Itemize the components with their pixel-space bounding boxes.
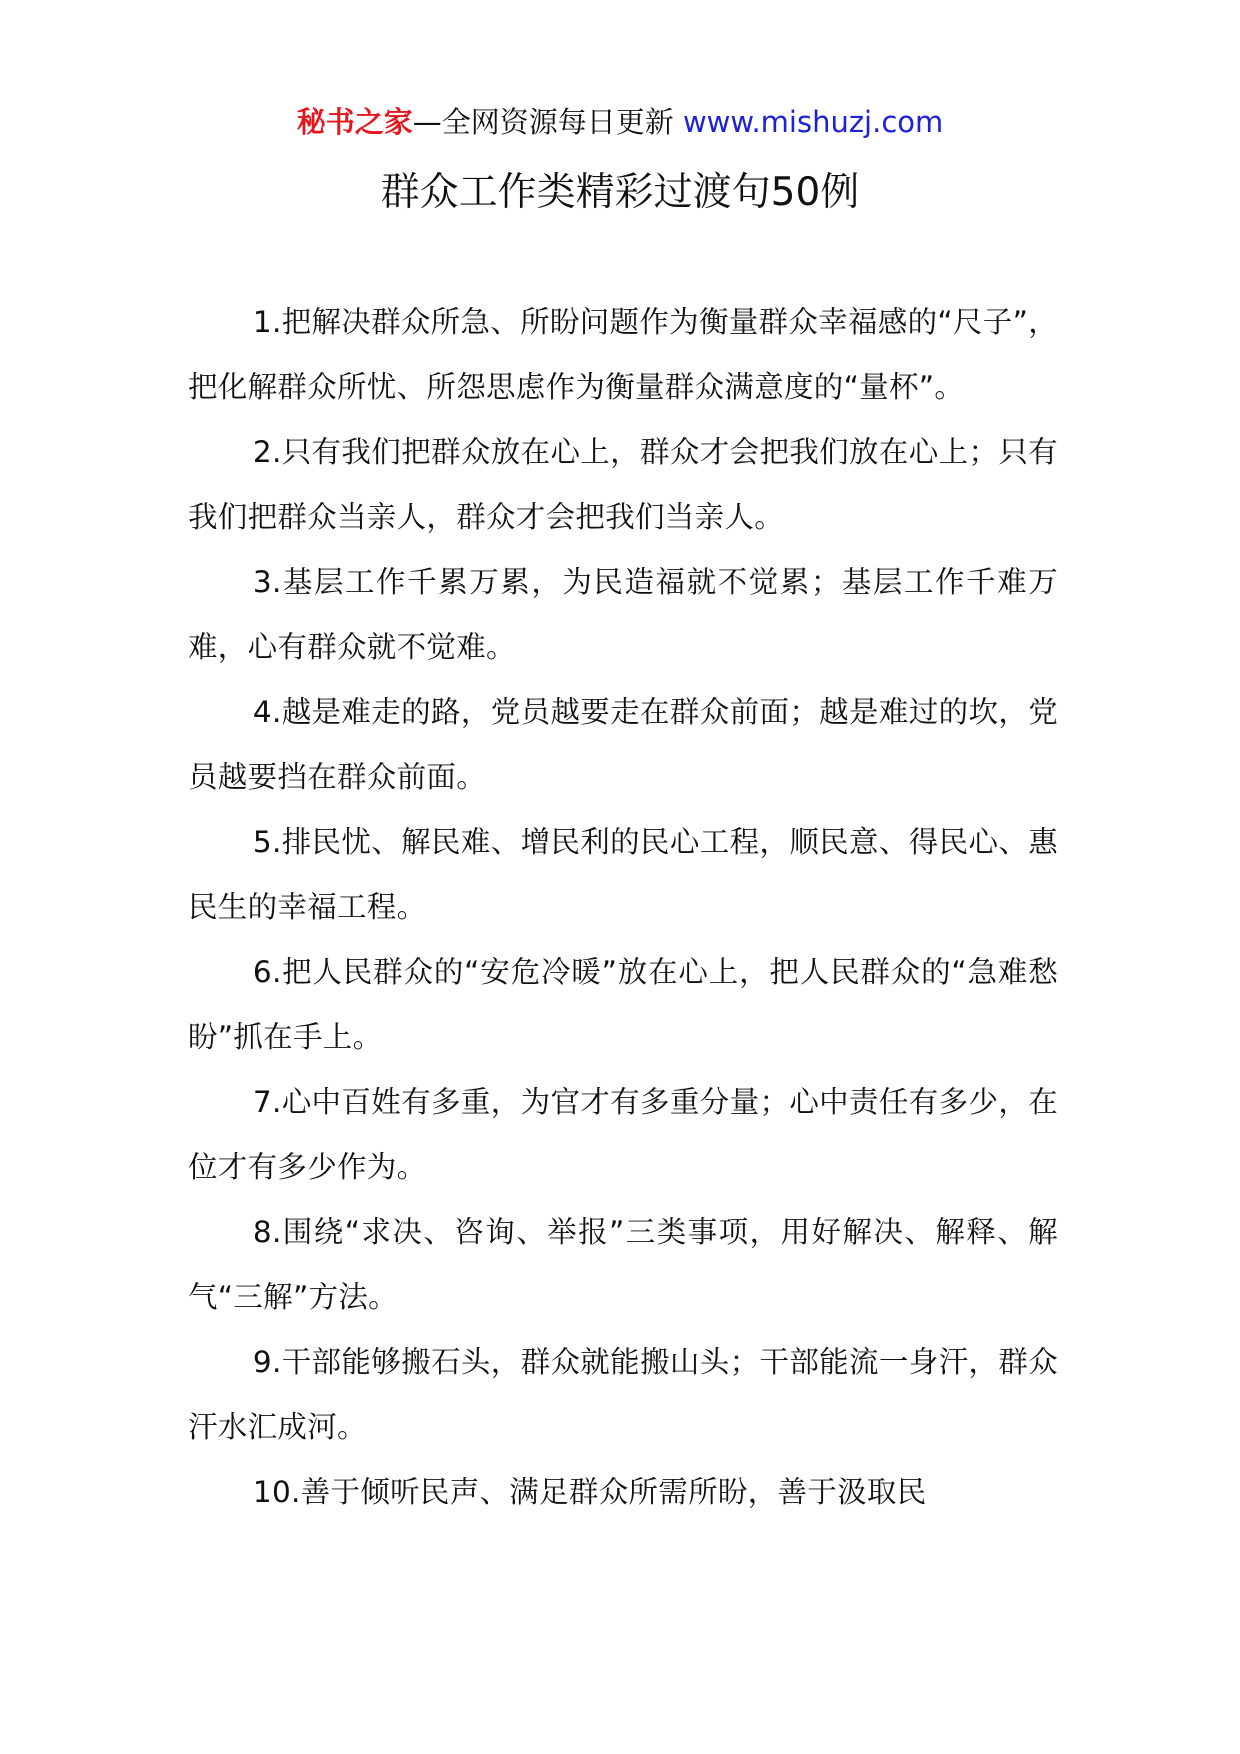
paragraph: 3.基层工作千累万累，为民造福就不觉累；基层工作千难万难，心有群众就不觉难。 <box>188 565 1058 664</box>
site-url-link[interactable]: www.mishuzj.com <box>682 105 944 139</box>
site-header <box>0 100 1240 144</box>
header-slogan: —全网资源每日更新 <box>412 105 674 139</box>
brand-name: 秘书之家 <box>296 105 413 139</box>
paragraph: 4.越是难走的路，党员越要走在群众前面；越是难过的坎，党员越要挡在群众前面。 <box>188 695 1058 794</box>
paragraph: 10.善于倾听民声、满足群众所需所盼，善于汲取民 <box>252 1475 927 1509</box>
paragraph: 7.心中百姓有多重，为官才有多重分量；心中责任有多少，在位才有多少作为。 <box>188 1085 1058 1184</box>
document-body <box>188 290 1058 1525</box>
paragraph: 6.把人民群众的“安危冷暖”放在心上，把人民群众的“急难愁盼”抓在手上。 <box>188 955 1058 1054</box>
paragraph: 2.只有我们把群众放在心上，群众才会把我们放在心上；只有我们把群众当亲人，群众才会把我们当亲人。 <box>188 435 1058 534</box>
paragraph: 8.围绕“求决、咨询、举报”三类事项，用好解决、解释、解气“三解”方法。 <box>188 1215 1058 1314</box>
paragraph: 9.干部能够搬石头，群众就能搬山头；干部能流一身汗，群众汗水汇成河。 <box>188 1345 1058 1444</box>
paragraph: 1.把解决群众所急、所盼问题作为衡量群众幸福感的“尺子”，把化解群众所忧、所怨思虑作为衡量群众满意度的“量杯”。 <box>188 305 1058 404</box>
document-title: 群众工作类精彩过渡句50例 <box>380 170 860 215</box>
paragraph: 5.排民忧、解民难、增民利的民心工程，顺民意、得民心、惠民生的幸福工程。 <box>188 825 1058 924</box>
